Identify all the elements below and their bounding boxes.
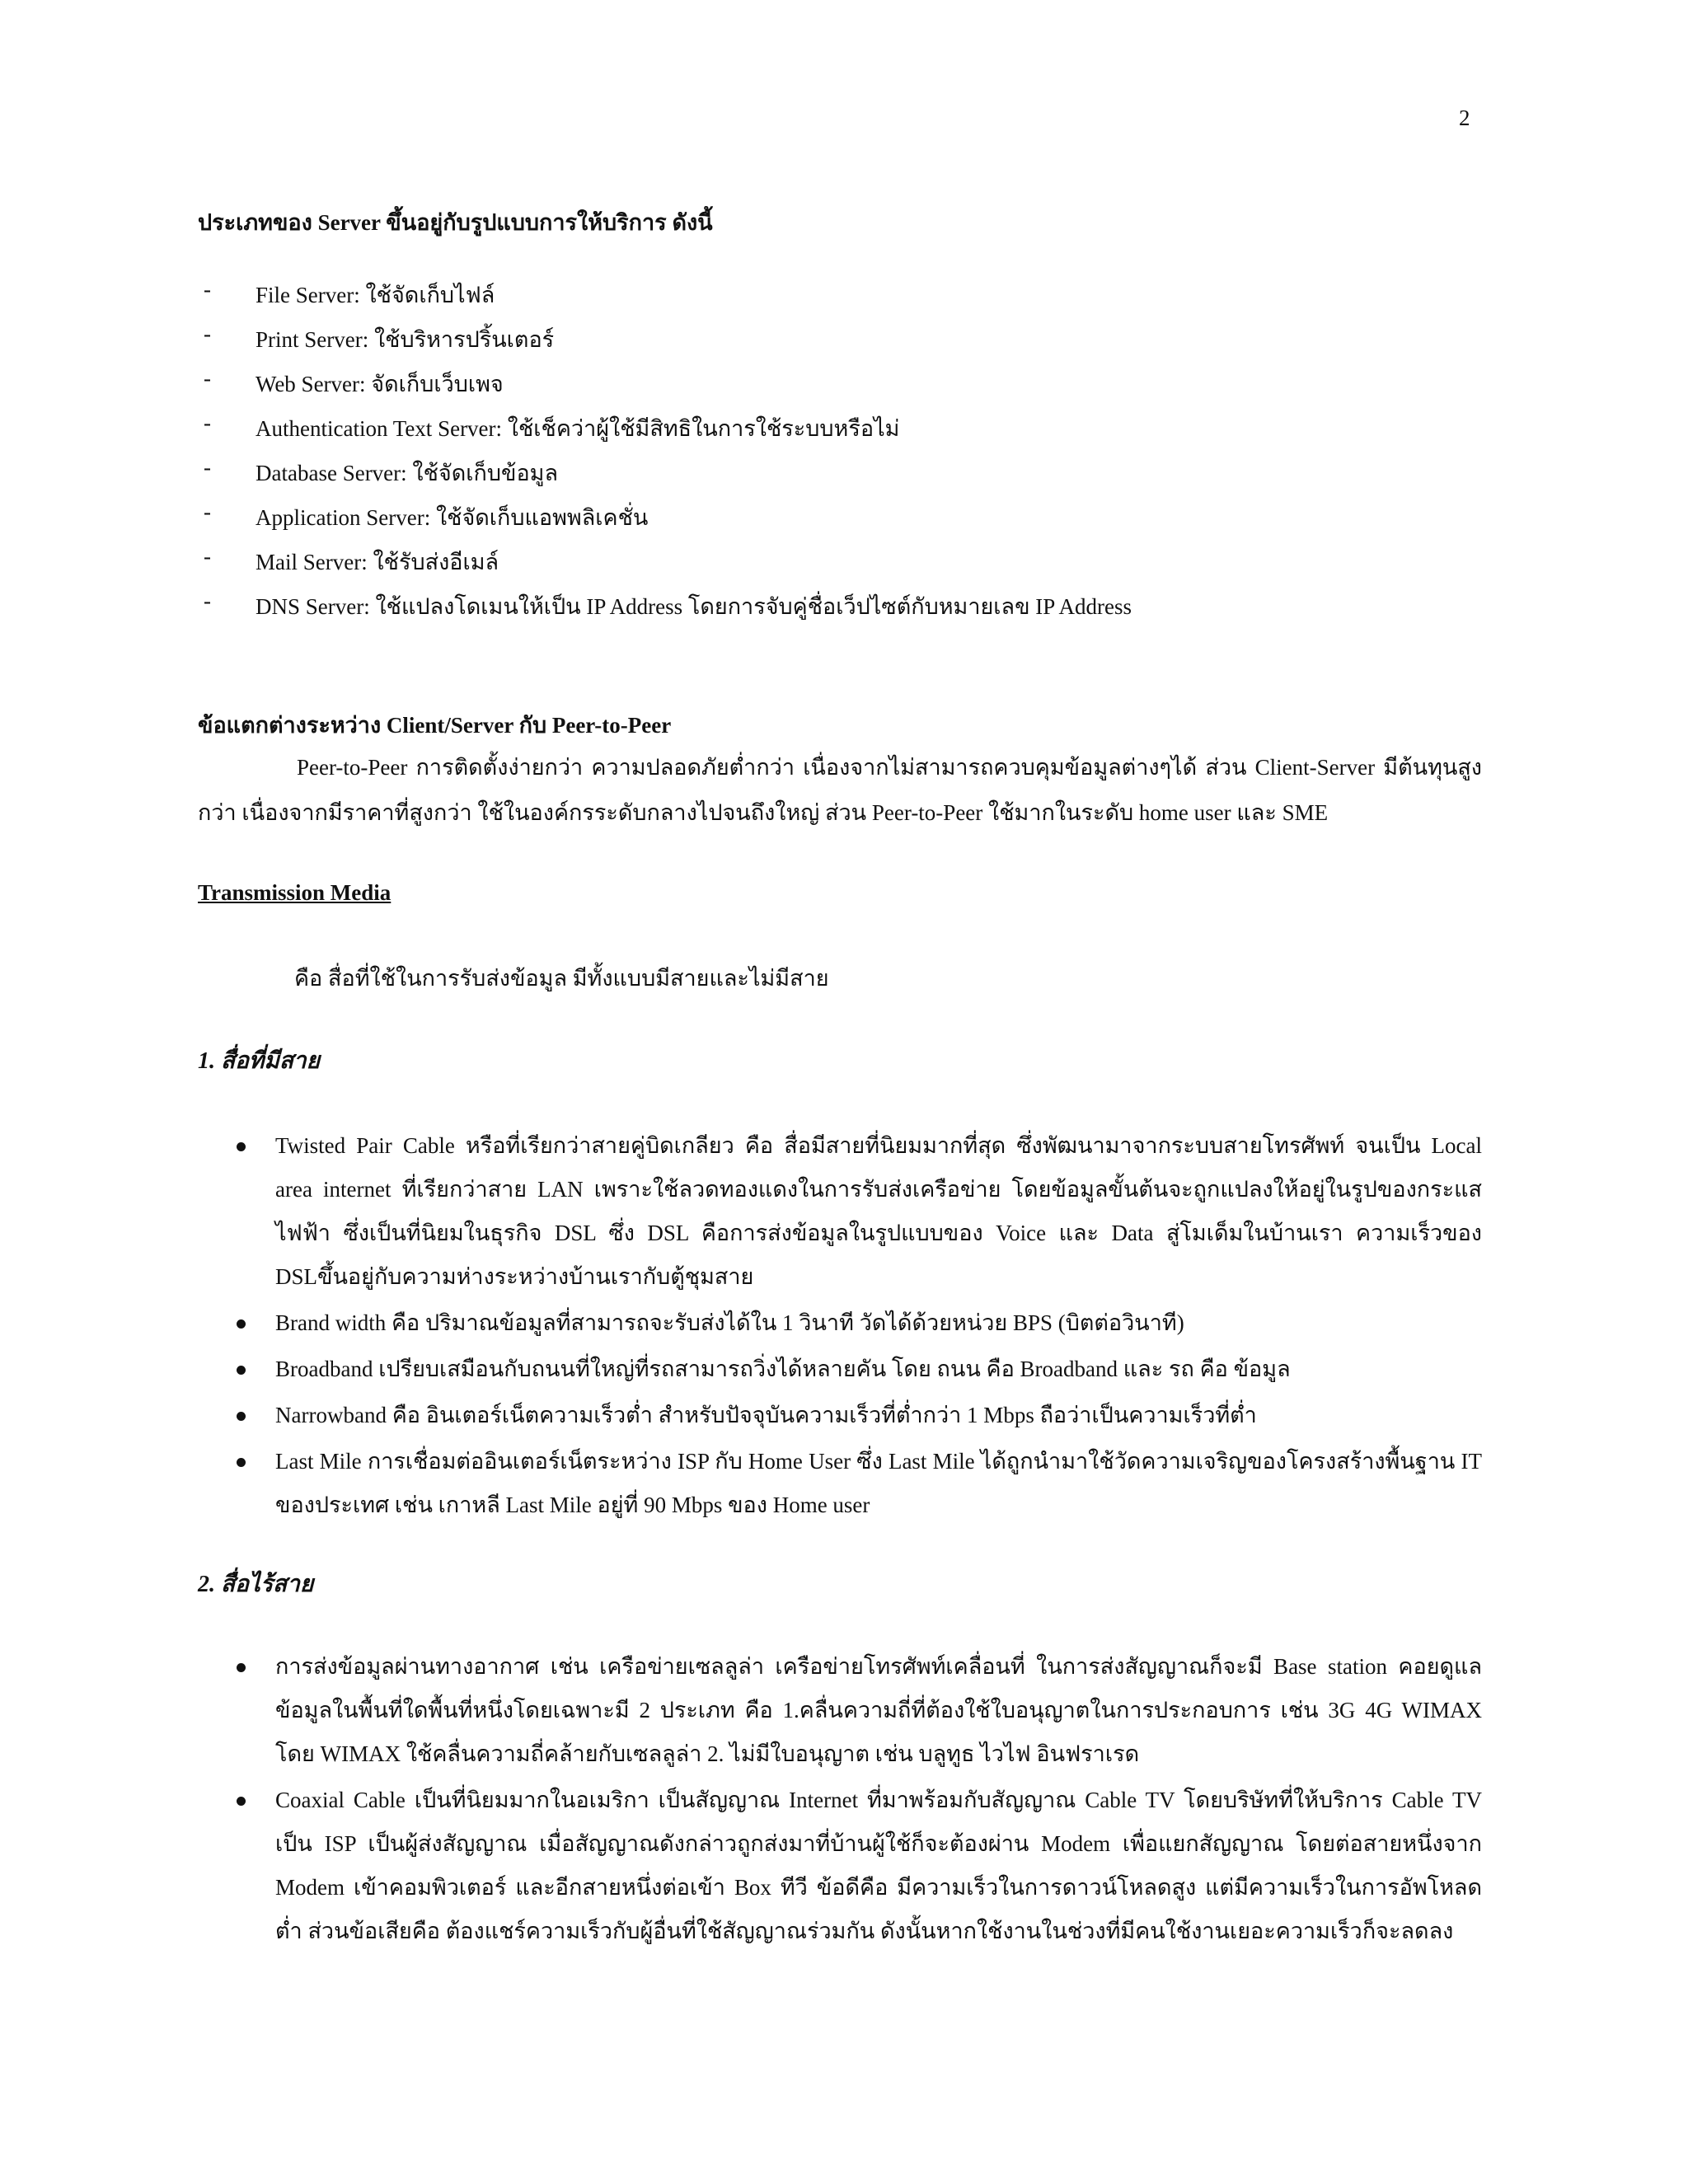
list-item: Narrowband คือ อินเตอร์เน็ตความเร็วต่ำ สำหรับปัจจุบันความเร็วที่ต่ำกว่า 1 Mbps ถือว่าเป็นความเร็วที่ต่ำ: [0, 1394, 1482, 1437]
differences-heading: ข้อแตกต่างระหว่าง Client/Server กับ Peer-to-Peer: [198, 713, 672, 738]
dash-bullet: -: [204, 366, 211, 391]
bullet-dot: [237, 1412, 246, 1421]
dash-bullet: -: [204, 410, 211, 435]
bullet-dot: [237, 1797, 246, 1806]
list-item: การส่งข้อมูลผ่านทางอากาศ เช่น เครือข่ายเซลลูล่า เครือข่ายโทรศัพท์เคลื่อนที่ ในการส่งสัญญาณก็จะมี Base station คอยดูแลข้อมูลในพื้นที่ใดพื้นที่หนึ่งโดยเฉพาะมี 2 ประเภท คือ 1.คลื่นความถี่ที่ต้องใช้ใบอนุญาตในการประกอบการ เช่น 3G 4G WIMAX โดย WIMAX ใช้คลื่นความถี่คล้ายกับเซลลูล่า 2. ไม่มีใบอนุญาต เช่น บลูทูธ ไวไฟ อินฟราเรด: [0, 1645, 1482, 1776]
wireless-media-list: [0, 1645, 1688, 1956]
list-item: - Print Server: ใช้บริหารปริ้นเตอร์: [204, 321, 555, 352]
transmission-media-heading: Transmission Media: [198, 880, 392, 905]
list-item: - Web Server: จัดเก็บเว็บเพจ: [204, 366, 504, 396]
dash-bullet: -: [204, 499, 211, 524]
differences-paragraph: Peer-to-Peer การติดตั้งง่ายกว่า ความปลอดภัยต่ำกว่า เนื่องจากไม่สามารถควบคุมข้อมูลต่างๆได้ ส่วน Client-Server มีต้นทุนสูงกว่า เนื่องจากมีราคาที่สูงกว่า ใช้ในองค์กรระดับกลางไปจนถึงใหญ่ ส่วน Peer-to-Peer ใช้มากในระดับ home user และ SME: [198, 755, 1482, 825]
dash-bullet: -: [204, 455, 211, 480]
list-item: - Application Server: ใช้จัดเก็บแอพพลิเคชั่น: [204, 499, 649, 530]
transmission-media-description: คือ สื่อที่ใช้ในการรับส่งข้อมูล มีทั้งแบบมีสายและไม่มีสาย: [294, 966, 829, 991]
bullet-dot: [237, 1663, 246, 1672]
bullet-dot: [237, 1319, 246, 1329]
list-item: Last Mile การเชื่อมต่ออินเตอร์เน็ตระหว่าง ISP กับ Home User ซึ่ง Last Mile ได้ถูกนำมาใช้วัดความเจริญของโครงสร้างพื้นฐาน IT ของประเทศ เช่น เกาหลี Last Mile อยู่ที่ 90 Mbps ของ Home user: [0, 1440, 1482, 1527]
dash-bullet: -: [204, 588, 211, 613]
server-types-heading: ประเภทของ Server ขึ้นอยู่กับรูปแบบการให้บริการ ดังนี้: [198, 210, 713, 235]
list-item: Coaxial Cable เป็นที่นิยมมากในอเมริกา เป็นสัญญาณ Internet ที่มาพร้อมกับสัญญาณ Cable TV โดยบริษัทที่ให้บริการ Cable TV เป็น ISP เป็นผู้ส่งสัญญาณ เมื่อสัญญาณดังกล่าวถูกส่งมาที่บ้านผู้ใช้ก็จะต้องผ่าน Modem เพื่อแยกสัญญาณ โดยต่อสายหนึ่งจาก Modem เข้าคอมพิวเตอร์ และอีกสายหนึ่งต่อเข้า Box ทีวี ข้อดีคือ มีความเร็วในการดาวน์โหลดสูง แต่มีความเร็วในการอัพโหลดต่ำ ส่วนข้อเสียคือ ต้องแชร์ความเร็วกับผู้อื่นที่ใช้สัญญาณร่วมกัน ดังนั้นหากใช้งานในช่วงที่มีคนใช้งานเยอะความเร็วก็จะลดลง: [0, 1779, 1482, 1953]
wired-media-list: [0, 1124, 1688, 1530]
list-item: Twisted Pair Cable หรือที่เรียกว่าสายคู่บิดเกลียว คือ สื่อมีสายที่นิยมมากที่สุด ซึ่งพัฒนามาจากระบบสายโทรศัพท์ จนเป็น Local area internet ที่เรียกว่าสาย LAN เพราะใช้ลวดทองแดงในการรับส่งเครือข่าย โดยข้อมูลขั้นต้นจะถูกแปลงให้อยู่ในรูปของกระแสไฟฟ้า ซึ่งเป็นที่นิยมในธุรกิจ DSL ซึ่ง DSL คือการส่งข้อมูลในรูปแบบของ Voice และ Data สู่โมเด็มในบ้านเรา ความเร็วของ DSLขึ้นอยู่กับความห่างระหว่างบ้านเรากับตู้ชุมสาย: [0, 1124, 1482, 1299]
list-item: Brand width คือ ปริมาณข้อมูลที่สามารถจะรับส่งได้ใน 1 วินาที วัดได้ด้วยหน่วย BPS (บิตต่อวินาที): [0, 1301, 1482, 1345]
dash-bullet: -: [204, 544, 211, 569]
list-item: Broadband เปรียบเสมือนกับถนนที่ใหญ่ที่รถสามารถวิ่งได้หลายคัน โดย ถนน คือ Broadband และ รถ คือ ข้อมูล: [0, 1347, 1482, 1391]
bullet-dot: [237, 1366, 246, 1375]
wireless-media-heading: 2. สื่อไร้สาย: [198, 1572, 314, 1597]
list-item: - DNS Server: ใช้แปลงโดเมนให้เป็น IP Address โดยการจับคู่ชื่อเว็ปไซต์กับหมายเลข IP Address: [204, 588, 1132, 619]
wired-media-heading: 1. สื่อที่มีสาย: [198, 1048, 321, 1074]
list-item: - File Server: ใช้จัดเก็บไฟล์: [204, 277, 495, 307]
bullet-dot: [237, 1458, 246, 1467]
list-item: - Database Server: ใช้จัดเก็บข้อมูล: [204, 455, 559, 485]
bullet-dot: [237, 1142, 246, 1151]
dash-bullet: -: [204, 321, 211, 346]
dash-bullet: -: [204, 277, 211, 302]
list-item: - Authentication Text Server: ใช้เช็คว่าผู้ใช้มีสิทธิในการใช้ระบบหรือไม่: [204, 410, 900, 441]
page-number: 2: [1459, 105, 1470, 130]
list-item: - Mail Server: ใช้รับส่งอีเมล์: [204, 544, 499, 574]
